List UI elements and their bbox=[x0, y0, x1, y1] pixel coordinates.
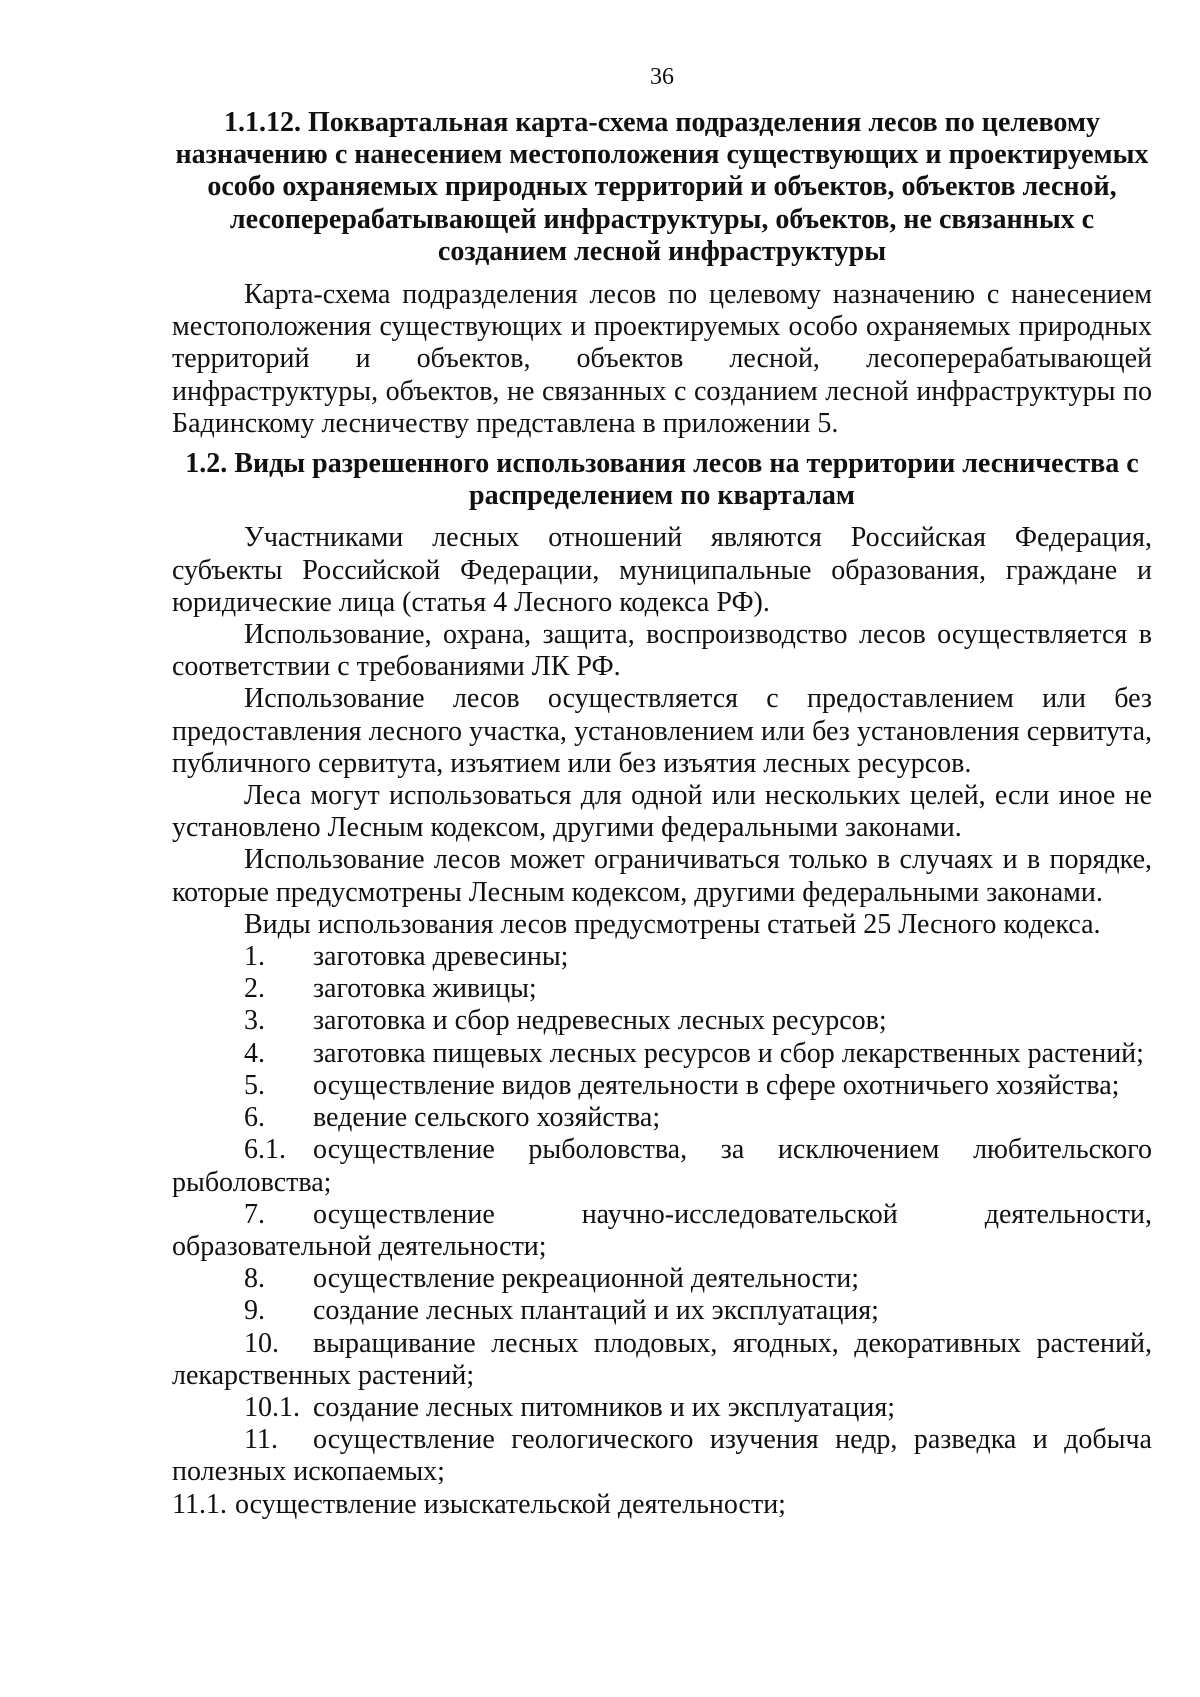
paragraph-types-intro: Виды использования лесов предусмотрены статьей 25 Лесного кодекса. bbox=[244, 908, 1101, 940]
list-item bbox=[172, 973, 1152, 1005]
list-item bbox=[172, 1392, 1152, 1424]
list-item-number: 4. bbox=[244, 1037, 265, 1069]
list-item-number: 10.1. bbox=[244, 1391, 300, 1423]
list-item bbox=[172, 1070, 1152, 1102]
list-item-number: 7. bbox=[244, 1198, 265, 1230]
list-item bbox=[172, 1489, 1152, 1521]
paragraph-restrictions: Использование лесов может ограничиваться только в случаях и в порядке, которые предусмотрены Лесным кодексом, другими федеральными законами. bbox=[172, 844, 1152, 908]
list-item bbox=[172, 1328, 1152, 1392]
list-item-number: 9. bbox=[244, 1295, 265, 1327]
forest-use-types-list bbox=[172, 941, 1152, 1521]
page-number: 36 bbox=[650, 64, 674, 90]
list-item bbox=[172, 941, 1152, 973]
list-item-text: заготовка пищевых лесных ресурсов и сбор лекарственных растений; bbox=[313, 1037, 1144, 1069]
section-heading-1-2: 1.2. Виды разрешенного использования лесов на территории лесничества с распределением по кварталам bbox=[185, 448, 1139, 512]
list-item-text: осуществление научно-исследовательской деятельности, образовательной деятельности; bbox=[172, 1198, 1152, 1262]
list-item-number: 2. bbox=[244, 973, 265, 1005]
paragraph-use-conditions: Использование лесов осуществляется с предоставлением или без предоставления лесного участка, установлением или без установления сервитута, публичного сервитута, изъятием или без изъятия лесных ресурсов. bbox=[172, 683, 1152, 779]
list-item bbox=[172, 1005, 1152, 1037]
list-item-text: осуществление рыболовства, за исключением любительского рыболовства; bbox=[172, 1134, 1152, 1198]
paragraph-use-protection: Использование, охрана, защита, воспроизводство лесов осуществляется в соответствии с требованиями ЛК РФ. bbox=[172, 619, 1152, 683]
list-item-text: создание лесных плантаций и их эксплуатация; bbox=[313, 1295, 879, 1327]
list-item-number: 8. bbox=[244, 1263, 265, 1295]
list-item-number: 6.1. bbox=[244, 1134, 286, 1166]
list-item bbox=[172, 1199, 1152, 1263]
list-item-text: заготовка и сбор недревесных лесных ресурсов; bbox=[313, 1005, 887, 1037]
list-item bbox=[172, 1263, 1152, 1295]
list-item bbox=[172, 1102, 1152, 1134]
list-item bbox=[172, 1295, 1152, 1327]
list-item-text: ведение сельского хозяйства; bbox=[313, 1102, 661, 1134]
list-item-number: 11. bbox=[244, 1424, 278, 1456]
paragraph-purposes: Леса могут использоваться для одной или нескольких целей, если иное не установлено Лесным кодексом, другими федеральными законами. bbox=[172, 780, 1152, 844]
list-item-text: заготовка древесины; bbox=[313, 941, 569, 973]
list-item-number: 11.1. bbox=[172, 1488, 227, 1520]
list-item-number: 1. bbox=[244, 941, 265, 973]
list-item-number: 5. bbox=[244, 1069, 265, 1101]
list-item bbox=[172, 1038, 1152, 1070]
list-item bbox=[172, 1424, 1152, 1488]
list-item-text: осуществление рекреационной деятельности; bbox=[313, 1263, 859, 1295]
list-item-number: 10. bbox=[244, 1327, 279, 1359]
list-item-number: 3. bbox=[244, 1005, 265, 1037]
list-item-text: осуществление видов деятельности в сфере охотничьего хозяйства; bbox=[313, 1069, 1120, 1101]
list-item-number: 6. bbox=[244, 1102, 265, 1134]
list-item-text: осуществление геологического изучения недр, разведка и добыча полезных ископаемых; bbox=[172, 1424, 1152, 1488]
paragraph-participants: Участниками лесных отношений являются Российская Федерация, субъекты Российской Федерации, муниципальные образования, граждане и юридические лица (статья 4 Лесного кодекса РФ). bbox=[172, 522, 1152, 618]
list-item-text: создание лесных питомников и их эксплуатация; bbox=[313, 1391, 896, 1423]
list-item-text: выращивание лесных плодовых, ягодных, декоративных растений, лекарственных растений; bbox=[172, 1327, 1152, 1391]
list-item-text: заготовка живицы; bbox=[313, 973, 537, 1005]
section-heading-1-1-12: 1.1.12. Поквартальная карта-схема подразделения лесов по целевому назначению с нанесением местоположения существующих и проектируемых особо охраняемых природных территорий и объектов, объектов лесной, лесоперерабатывающей инфраструктуры, объектов, не связанных с созданием лесной инфраструктуры bbox=[175, 107, 1149, 267]
section-1-paragraph: Карта-схема подразделения лесов по целевому назначению с нанесением местоположения существующих и проектируемых особо охраняемых природных территорий и объектов, объектов лесной, лесоперерабатывающей инфраструктуры, объектов, не связанных с созданием лесной инфраструктуры по Бадинскому лесничеству представлена в приложении 5. bbox=[172, 279, 1152, 439]
list-item-text: осуществление изыскательской деятельности; bbox=[234, 1488, 786, 1520]
list-item bbox=[172, 1134, 1152, 1198]
document-page bbox=[172, 62, 1152, 1521]
